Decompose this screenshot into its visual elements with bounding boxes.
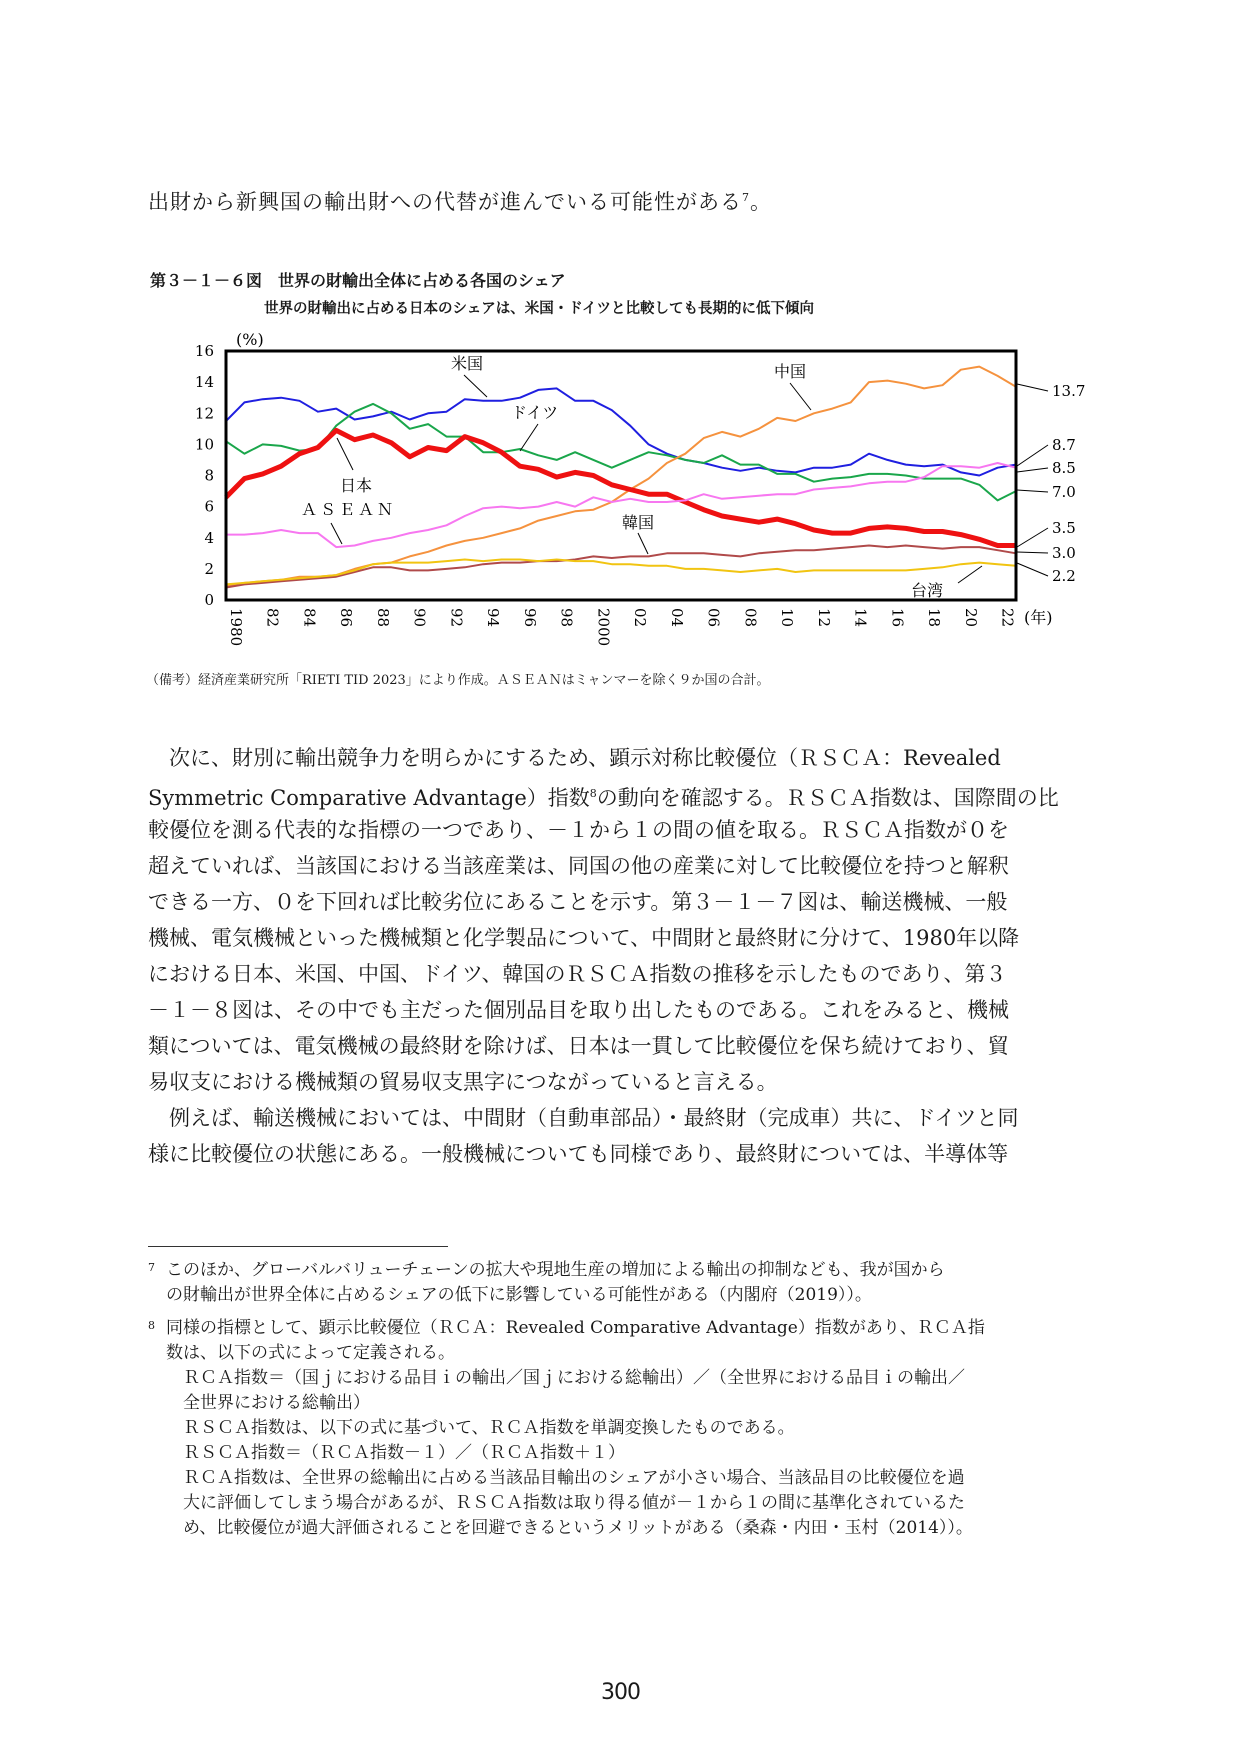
x-tick-label: 16 <box>888 608 907 628</box>
x-tick-label: 08 <box>741 608 760 628</box>
y-tick-label: 8 <box>204 466 214 485</box>
x-tick-label: 96 <box>520 608 539 628</box>
para2-line-2: 様に比較優位の状態にある。一般機械についても同様であり、最終財については、半導体等 <box>148 1142 1009 1166</box>
para1-line-6: 機械、電気機械といった機械類と化学製品について、中間財と最終財に分けて、1980年以降 <box>148 926 1020 950</box>
para1-line-1: 次に、財別に輸出競争力を明らかにするため、顕示対称比較優位（ＲＳＣＡ：Revealed <box>169 746 1001 770</box>
footnote-8-line-2: 数は、以下の式によって定義される。 <box>166 1343 455 1363</box>
end-label-germany: 7.0 <box>1052 483 1076 501</box>
para1-line-3: 較優位を測る代表的な指標の一つであり、－１から１の間の値を取る。ＲＳＣＡ指数が０を <box>148 818 1009 842</box>
x-axis-unit: (年) <box>1024 608 1053 627</box>
footnote-8-line-9: め、比較優位が過大評価されることを回避できるというメリットがある（桑森・内田・玉村（2014））。 <box>166 1518 973 1538</box>
x-axis-ticks <box>227 608 1017 646</box>
page-number: 300 <box>601 1680 640 1705</box>
x-tick-label: 84 <box>300 608 319 628</box>
footnote-8 <box>148 1316 1098 1541</box>
x-tick-label: 12 <box>814 608 833 628</box>
annotation-korea: 韓国 <box>622 513 655 532</box>
para1-line-4: 超えていれば、当該国における当該産業は、同国の他の産業に対して比較優位を持つと解釈 <box>148 854 1009 878</box>
footnote-8-line-6: ＲＳＣＡ指数＝（ＲＣＡ指数－１）／（ＲＣＡ指数＋１） <box>166 1443 625 1463</box>
x-tick-label: 10 <box>778 608 797 628</box>
footnote-8-line-1: 同様の指標として、顕示比較優位（ＲＣＡ：Revealed Comparative Advantage）指数があり、ＲＣＡ指 <box>166 1318 985 1338</box>
y-tick-label: 14 <box>194 373 214 392</box>
x-tick-label: 04 <box>667 608 686 628</box>
para1-line-7: における日本、米国、中国、ドイツ、韓国のＲＳＣＡ指数の推移を示したものであり、第３ <box>148 962 1007 986</box>
pointer-china <box>790 383 811 410</box>
para1-line-10: 易収支における機械類の貿易収支黒字につながっていると言える。 <box>148 1070 778 1094</box>
figure-title: 第３－１－６図 世界の財輸出全体に占める各国のシェア <box>150 271 566 290</box>
x-tick-label: 92 <box>447 608 466 628</box>
footnote-7-line-1: このほか、グローバルバリューチェーンの拡大や現地生産の増加による輸出の抑制なども、我が国から <box>166 1260 945 1280</box>
y-axis-unit: (%) <box>236 330 264 349</box>
pointer-korea <box>638 533 648 554</box>
footnote-8-line-8: 大に評価してしまう場合があるが、ＲＳＣＡ指数は取り得る値が－１から１の間に基準化されているた <box>166 1493 965 1513</box>
end-label-korea: 3.0 <box>1052 544 1076 562</box>
x-tick-label: 86 <box>337 608 356 628</box>
footnote-7 <box>148 1258 1098 1308</box>
end-label-japan: 3.5 <box>1052 519 1076 537</box>
x-tick-label: 88 <box>373 608 392 628</box>
x-tick-label: 94 <box>484 608 503 628</box>
figure-note: （備考）経済産業研究所「RIETI TID 2023」により作成。ＡＳＥＡＮはミャンマーを除く９か国の合計。 <box>146 673 770 688</box>
intro-paragraph: 出財から新興国の輸出財への代替が進んでいる可能性がある$^7$。 <box>148 190 772 214</box>
series-line <box>226 546 1016 588</box>
y-tick-label: 10 <box>194 435 214 454</box>
footnote-7-line-2: の財輸出が世界全体に占めるシェアの低下に影響している可能性がある（内閣府（2019））。 <box>166 1285 872 1305</box>
pointer-taiwan <box>958 566 982 583</box>
pointer-japan <box>337 438 353 470</box>
para1-line-2: Symmetric Comparative Advantage）指数$^8$の動向を確認する。ＲＳＣＡ指数は、国際間の比 <box>148 786 1059 810</box>
y-tick-label: 12 <box>194 404 214 423</box>
para1-line-8: －１－８図は、その中でも主だった個別品目を取り出したものである。これをみると、機械 <box>148 998 1009 1022</box>
para1-line-9: 類については、電気機械の最終財を除けば、日本は一貫して比較優位を保ち続けており、貿 <box>148 1034 1009 1058</box>
x-tick-label: 98 <box>557 608 576 628</box>
annotation-china: 中国 <box>774 362 807 381</box>
annotation-taiwan: 台湾 <box>911 581 944 600</box>
y-tick-label: 4 <box>204 528 214 547</box>
end-value-labels <box>1017 382 1085 585</box>
annotation-germany: ドイツ <box>511 403 559 422</box>
x-tick-label: 14 <box>851 608 870 628</box>
y-tick-label: 6 <box>204 497 214 516</box>
footnote-8-line-4: 全世界における総輸出） <box>166 1393 370 1413</box>
para2-line-1: 例えば、輸送機械においては、中間財（自動車部品）・最終財（完成車）共に、ドイツと同 <box>169 1106 1019 1130</box>
pointer-us <box>464 375 487 397</box>
end-label-asean: 8.5 <box>1052 459 1076 477</box>
para1-line-5: できる一方、０を下回れば比較劣位にあることを示す。第３－１－７図は、輸送機械、一般 <box>148 890 1008 914</box>
x-tick-label: 06 <box>704 608 723 628</box>
pointer-germany <box>520 424 538 451</box>
annotation-japan: 日本 <box>340 476 373 495</box>
pointer-asean <box>331 523 342 544</box>
x-tick-label: 1980 <box>227 608 245 647</box>
x-tick-label: 90 <box>410 608 429 628</box>
footnote-8-line-7: ＲＣＡ指数は、全世界の総輸出に占める当該品目輸出のシェアが小さい場合、当該品目の比較優位を過 <box>166 1468 965 1488</box>
x-tick-label: 22 <box>998 608 1017 628</box>
share-line-chart <box>0 0 1241 700</box>
x-tick-label: 2000 <box>594 608 613 647</box>
x-tick-label: 18 <box>925 608 944 628</box>
x-tick-label: 02 <box>631 608 650 628</box>
footnote-8-number: 8 <box>148 1319 155 1332</box>
x-tick-label: 82 <box>263 608 282 628</box>
end-label-taiwan: 2.2 <box>1052 567 1076 585</box>
footnote-8-line-3: ＲＣＡ指数＝（国ｊにおける品目ｉの輸出／国ｊにおける総輸出）／（全世界における品目ｉの輸出／ <box>166 1368 965 1388</box>
footnote-divider <box>148 1246 448 1247</box>
annotation-asean: ＡＳＥＡＮ <box>301 500 397 519</box>
y-tick-label: 2 <box>204 559 214 578</box>
y-tick-label: 0 <box>204 591 214 609</box>
annotation-us: 米国 <box>451 354 484 373</box>
x-tick-label: 20 <box>961 608 980 628</box>
end-label-china: 13.7 <box>1052 382 1086 400</box>
end-label-us: 8.7 <box>1052 436 1076 454</box>
series-line <box>226 560 1016 585</box>
footnote-7-number: 7 <box>148 1261 155 1274</box>
y-tick-label: 16 <box>194 342 214 360</box>
figure-subtitle: 世界の財輸出に占める日本のシェアは、米国・ドイツと比較しても長期的に低下傾向 <box>264 301 814 317</box>
y-axis-ticks <box>195 342 214 609</box>
footnote-8-line-5: ＲＳＣＡ指数は、以下の式に基づいて、ＲＣＡ指数を単調変換したものである。 <box>166 1418 795 1438</box>
